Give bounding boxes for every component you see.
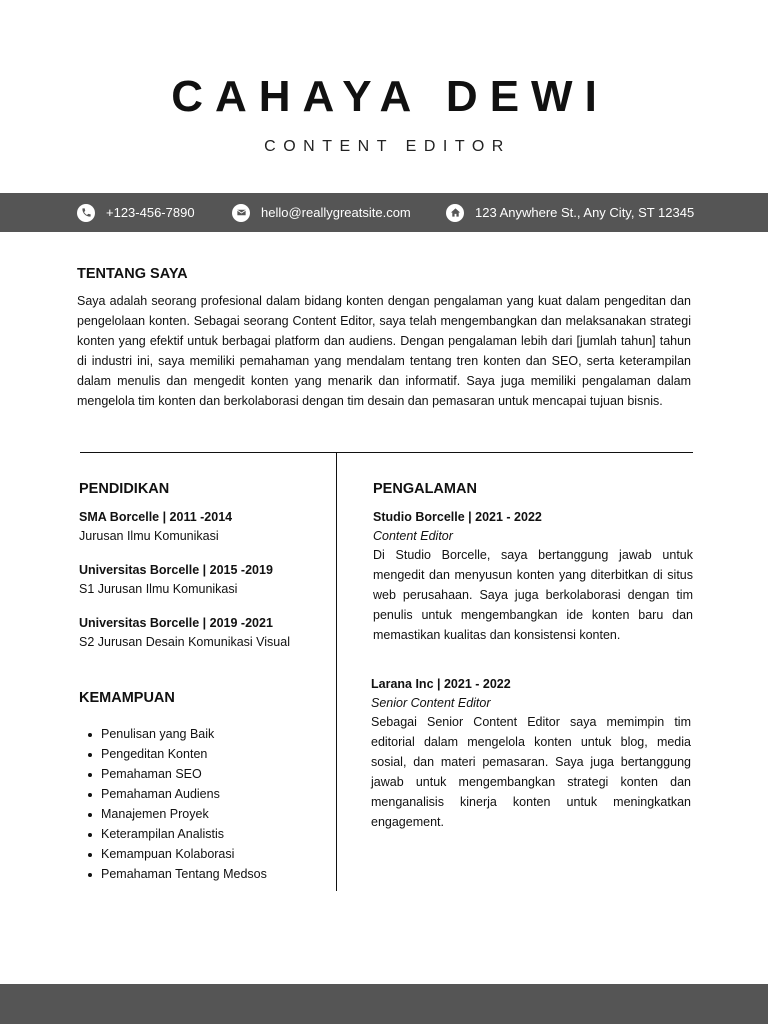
skill-item: Manajemen Proyek — [101, 804, 267, 824]
experience-position: Content Editor — [373, 528, 453, 543]
contact-address — [446, 193, 694, 232]
about-text: Saya adalah seorang profesional dalam bidang konten dengan pengalaman yang kuat dalam pengeditan dan pengelolaan konten. Sebagai seorang Content Editor, saya telah mengembangkan dan melaksanakan strategi konten yang efektif untuk berbagai platform dan audiens. Dengan pengalaman lebih dari [jumlah tahun] tahun di industri ini, saya memiliki pemahaman yang mendalam tentang tren konten dan SEO, serta keterampilan dalam menulis dan mengedit konten yang menarik dan informatif. Saya juga memiliki pengalaman dalam mengelola tim konten dan berkolaborasi dengan tim desain dan pemasaran untuk mencapai tujuan bisnis. — [77, 294, 691, 408]
education-title: PENDIDIKAN — [79, 481, 170, 497]
education-school: SMA Borcelle | 2011 -2014 — [79, 510, 233, 524]
experience-description: Di Studio Borcelle, saya bertanggung jawab untuk mengedit dan menyusun konten yang diterbitkan di situs web perusahaan. Saya juga berkolaborasi dengan tim penulis untuk mengembangkan ide konten baru dan memastikan kualitas dan konsistensi konten. — [373, 548, 693, 642]
skills-list — [101, 724, 267, 884]
contact-phone — [77, 193, 195, 232]
resume-name: CAHAYA DEWI — [171, 72, 609, 121]
experience-company: Larana Inc | 2021 - 2022 — [371, 677, 511, 691]
skill-item: Pengeditan Konten — [101, 744, 267, 764]
education-school: Universitas Borcelle | 2019 -2021 — [79, 616, 273, 630]
education-detail: Jurusan Ilmu Komunikasi — [79, 528, 219, 543]
home-icon — [446, 204, 464, 222]
education-detail: S1 Jurusan Ilmu Komunikasi — [79, 581, 238, 596]
horizontal-divider — [80, 452, 693, 453]
skill-item: Penulisan yang Baik — [101, 724, 267, 744]
experience-position: Senior Content Editor — [371, 695, 491, 710]
contact-email — [232, 193, 411, 232]
vertical-divider — [336, 453, 337, 891]
address-text: 123 Anywhere St., Any City, ST 12345 — [475, 205, 695, 220]
experience-item — [371, 675, 691, 832]
about-title: TENTANG SAYA — [77, 266, 188, 282]
email-text: hello@reallygreatsite.com — [261, 205, 411, 220]
footer-bar — [0, 984, 768, 1024]
experience-title: PENGALAMAN — [373, 481, 477, 497]
skills-title: KEMAMPUAN — [79, 690, 175, 706]
experience-item — [373, 508, 693, 645]
education-detail: S2 Jurusan Desain Komunikasi Visual — [79, 634, 290, 649]
resume-role: CONTENT EDITOR — [264, 138, 511, 155]
skill-item: Pemahaman SEO — [101, 764, 267, 784]
phone-text: +123-456-7890 — [106, 205, 195, 220]
education-item — [79, 508, 329, 545]
phone-icon — [77, 204, 95, 222]
skill-item: Pemahaman Audiens — [101, 784, 267, 804]
mail-icon — [232, 204, 250, 222]
skill-item: Pemahaman Tentang Medsos — [101, 864, 267, 884]
education-item — [79, 561, 329, 598]
contact-bar — [0, 193, 768, 232]
experience-description: Sebagai Senior Content Editor saya memimpin tim editorial dalam mengelola konten untuk blog, media sosial, dan materi pemasaran. Saya juga bertanggung jawab untuk mengembangkan strategi konten dan menganalisis kinerja konten untuk meningkatkan engagement. — [371, 715, 691, 829]
experience-company: Studio Borcelle | 2021 - 2022 — [373, 510, 542, 524]
education-item — [79, 614, 329, 651]
skill-item: Kemampuan Kolaborasi — [101, 844, 267, 864]
skill-item: Keterampilan Analistis — [101, 824, 267, 844]
education-school: Universitas Borcelle | 2015 -2019 — [79, 563, 273, 577]
